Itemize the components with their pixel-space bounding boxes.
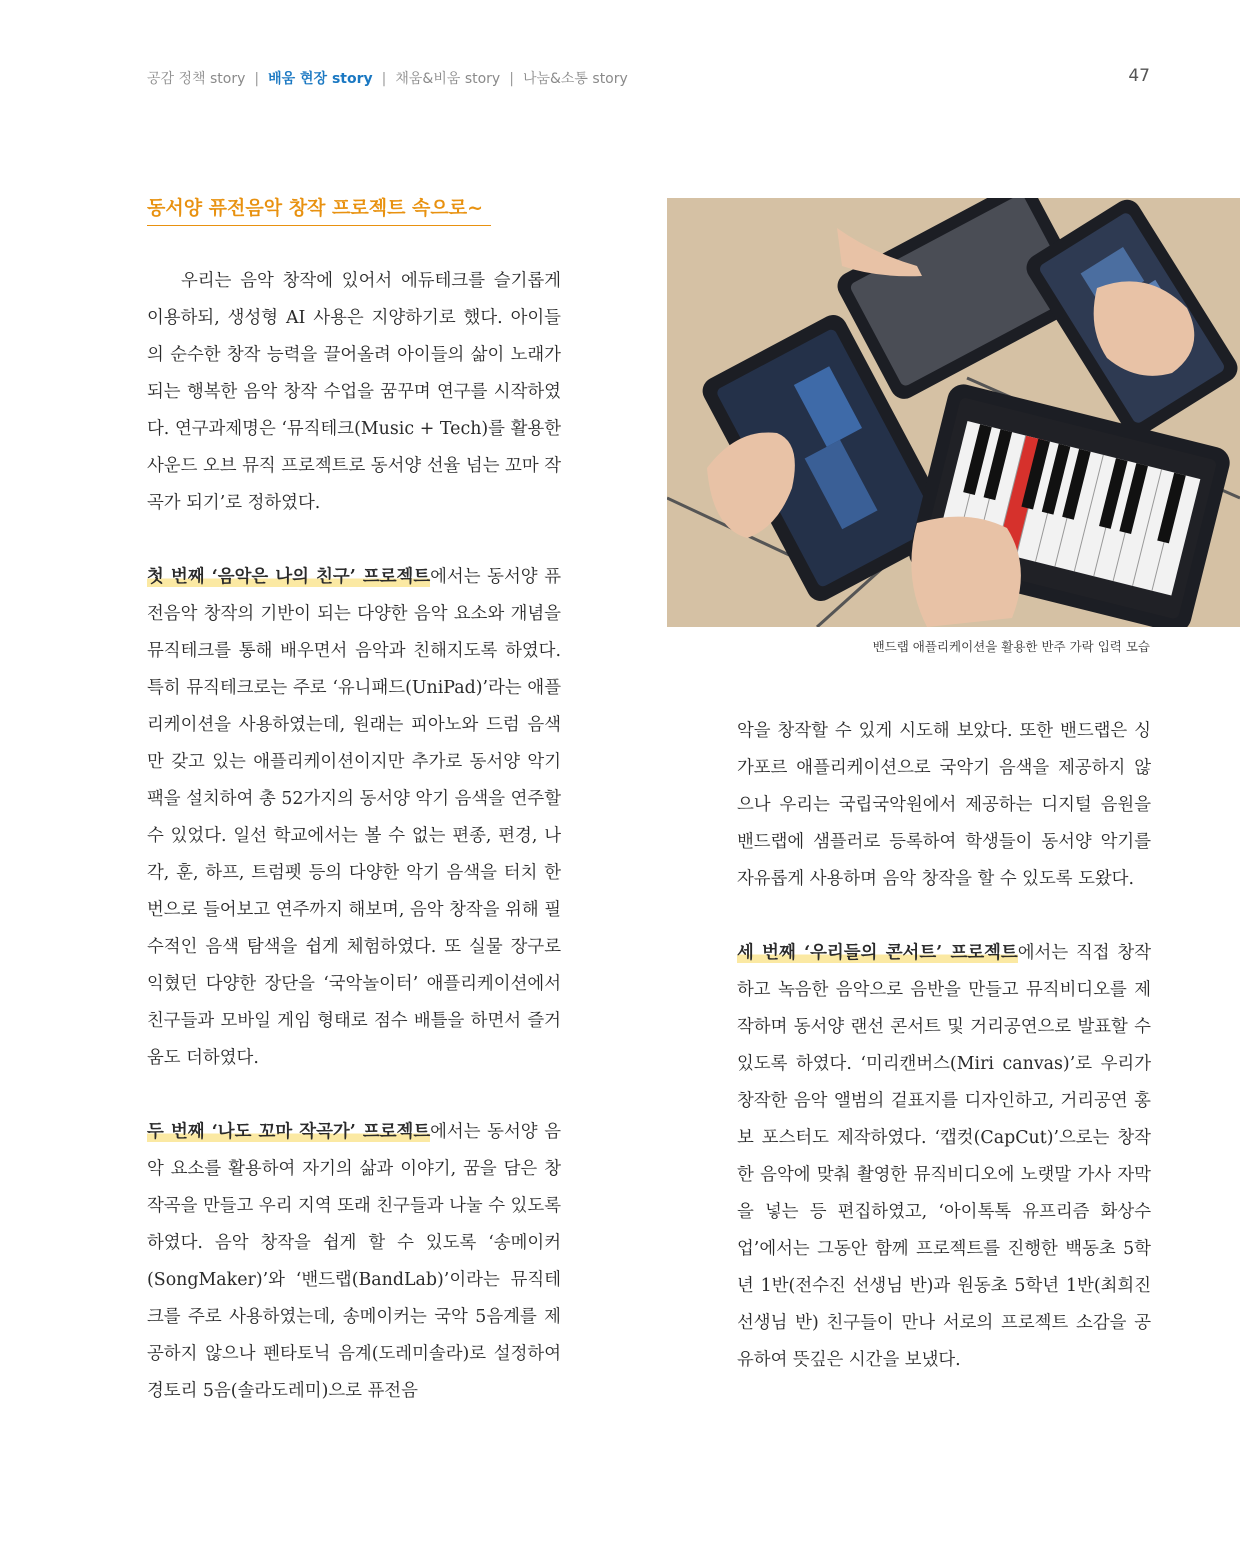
project-three-heading: 세 번째 ‘우리들의 콘서트’ 프로젝트 [737,943,1018,963]
bandlab-paragraph: 악을 창작할 수 있게 시도해 보았다. 또한 밴드랩은 싱가포르 애플리케이션으로 국악기 음색을 제공하지 않으나 우리는 국립국악원에서 제공하는 디지털 음원을 밴드랩에 샘플러로 등록하여 학생들이 동서양 악기를 자유롭게 사용하며 음악 창작을 할 수 있도록 도왔다. [737,721,1151,889]
photo-caption: 밴드랩 애플리케이션을 활용한 반주 가락 입력 모습 [872,639,1150,654]
left-column [147,263,561,1410]
section-title: 동서양 퓨전음악 창작 프로젝트 속으로~ [147,193,491,226]
intro-paragraph: 우리는 음악 창작에 있어서 에듀테크를 슬기롭게 이용하되, 생성형 AI 사용은 지양하기로 했다. 아이들의 순수한 창작 능력을 끌어올려 아이들의 삶이 노래가 되는 행복한 음악 창작 수업을 꿈꾸며 연구를 시작하였다. 연구과제명은 ‘뮤직테크(Music + Tech)를 활용한 사운드 오브 뮤직 프로젝트로 동서양 선율 넘는 꼬마 작곡가 되기’로 정하였다. [147,271,561,513]
project-two-text: 에서는 동서양 음악 요소를 활용하여 자기의 삶과 이야기, 꿈을 담은 창작곡을 만들고 우리 지역 또래 친구들과 나눌 수 있도록 하였다. 음악 창작을 쉽게 할 수 있도록 ‘송메이커(SongMaker)’와 ‘밴드랩(BandLab)’이라는 뮤직테크를 주로 사용하였는데, 송메이커는 국악 5음계를 제공하지 않으나 펜타토닉 음계(도레미솔라)로 설정하여 경토리 5음(솔라도레미)으로 퓨전음 [147,1122,561,1401]
project-one-heading: 첫 번째 ‘음악은 나의 친구’ 프로젝트 [147,567,431,587]
nav-item-learning[interactable]: 배움 현장 story [268,71,373,87]
tablets-photo [667,198,1240,627]
nav-item-policy[interactable]: 공감 정책 story [147,71,246,87]
section-nav [147,68,628,88]
tablets-illustration [667,198,1240,627]
project-three-text: 에서는 직접 창작하고 녹음한 음악으로 음반을 만들고 뮤직비디오를 제작하며 동서양 랜선 콘서트 및 거리공연으로 발표할 수 있도록 하였다. ‘미리캔버스(Miri canvas)’로 우리가 창작한 음악 앨범의 겉표지를 디자인하고, 거리공연 홍보 포스터도 제작하였다. ‘캡컷(CapCut)’으로는 창작한 음악에 맞춰 촬영한 뮤직비디오에 노랫말 가사 자막을 넣는 등 편집하였고, ‘아이톡톡 유프리즘 화상수업’에서는 그동안 함께 프로젝트를 진행한 백동초 5학년 1반(전수진 선생님 반)과 원동초 5학년 1반(최희진 선생님 반) 친구들이 만나 서로의 프로젝트 소감을 공유하여 뜻깊은 시간을 보냈다. [737,943,1151,1370]
project-three-paragraph [737,935,1151,1379]
project-two-heading: 두 번째 ‘나도 꼬마 작곡가’ 프로젝트 [147,1122,431,1142]
project-one-paragraph [147,559,561,1077]
page-number: 47 [1128,66,1150,86]
nav-separator: | [509,71,514,87]
hand-piano [911,517,1021,627]
project-one-text: 에서는 동서양 퓨전음악 창작의 기반이 되는 다양한 음악 요소와 개념을 뮤직테크를 통해 배우면서 음악과 친해지도록 하였다. 특히 뮤직테크로는 주로 ‘유니패드(UniPad)’라는 애플리케이션을 사용하였는데, 원래는 피아노와 드럼 음색만 갖고 있는 애플리케이션이지만 추가로 동서양 악기팩을 설치하여 총 52가지의 동서양 악기 음색을 연주할 수 있었다. 일선 학교에서는 볼 수 없는 편종, 편경, 나각, 훈, 하프, 트럼펫 등의 다양한 악기 음색을 터치 한 번으로 들어보고 연주까지 해보며, 음악 창작을 위해 필수적인 음색 탐색을 쉽게 체험하였다. 또 실물 장구로 익혔던 다양한 장단을 ‘국악놀이터’ 애플리케이션에서 친구들과 모바일 게임 형태로 점수 배틀을 하면서 즐거움도 더하였다. [147,567,561,1068]
project-two-paragraph [147,1114,561,1410]
nav-separator: | [381,71,387,87]
right-column [737,713,1151,1379]
nav-item-fill-empty[interactable]: 채움&비움 story [395,71,501,87]
nav-item-sharing[interactable]: 나눔&소통 story [522,71,628,87]
nav-separator: | [254,71,260,87]
